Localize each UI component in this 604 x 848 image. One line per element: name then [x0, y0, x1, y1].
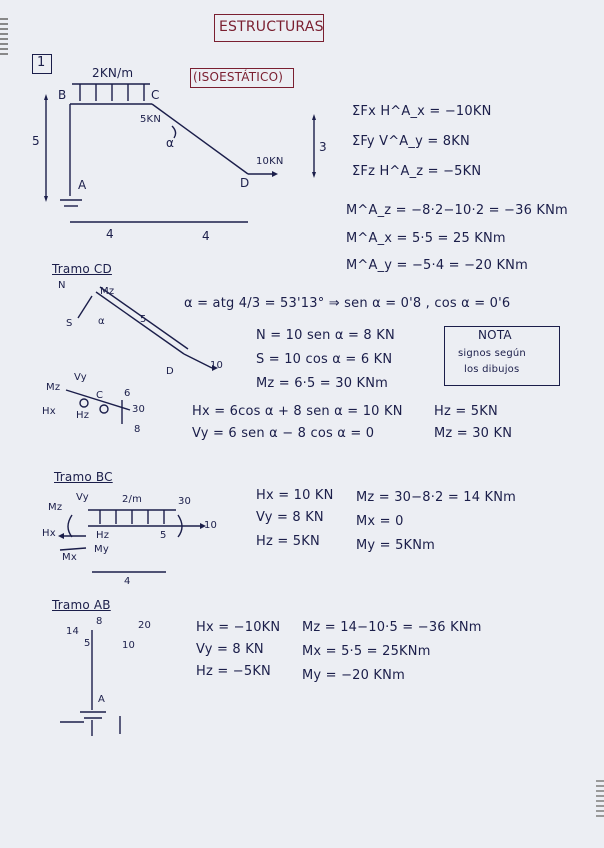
- tramo-bc-heading: Tramo BC: [54, 470, 113, 484]
- cd-alpha-label: α: [98, 316, 105, 327]
- cd-mz-label: Mz: [100, 286, 115, 297]
- depth-label: 3: [319, 140, 327, 154]
- problem-number: 1: [37, 55, 46, 70]
- ab-hx-equation: Hx = −10KN: [196, 620, 281, 635]
- cd-vy-equation: Vy = 6 sen α − 8 cos α = 0: [192, 426, 375, 441]
- bc-five-label: 5: [160, 530, 167, 541]
- force-d-label: 10KN: [256, 156, 284, 167]
- ab-twenty-label: 20: [138, 620, 152, 631]
- nota-text-1: signos según: [458, 348, 526, 359]
- cd-node-hx-label: Hx: [42, 406, 56, 417]
- page-title: ESTRUCTURAS: [219, 19, 324, 35]
- cd-s-label: S: [66, 318, 73, 329]
- cd-node-hz-label: Hz: [76, 410, 90, 421]
- ab-my-equation: My = −20 KNm: [302, 668, 405, 683]
- cd-node-thirty-label: 30: [132, 404, 146, 415]
- bc-my-label: My: [94, 544, 109, 555]
- angle-label: α: [166, 136, 175, 150]
- bc-hz-label: Hz: [96, 530, 110, 541]
- sum-fx-equation: ΣFx H^A_x = −10KN: [352, 104, 492, 119]
- cd-s-equation: S = 10 cos α = 6 KN: [256, 352, 393, 367]
- moment-y-equation: M^A_y = −5·4 = −20 KNm: [346, 258, 528, 273]
- ab-hz-equation: Hz = −5KN: [196, 664, 271, 679]
- span-1-label: 4: [106, 227, 114, 241]
- load-label: 2KN/m: [92, 66, 134, 80]
- moment-z-equation: M^A_z = −8·2−10·2 = −36 KNm: [346, 203, 568, 218]
- nota-text-2: los dibujos: [464, 364, 520, 375]
- cd-hx-equation: Hx = 6cos α + 8 sen α = 10 KN: [192, 404, 403, 419]
- bc-hx-label: Hx: [42, 528, 56, 539]
- bc-ten-label: 10: [204, 520, 218, 531]
- cd-alpha-equation: α = atg 4/3 = 53'13° ⇒ sen α = 0'8 , cos α = 0'6: [184, 296, 511, 311]
- ab-five-label: 5: [84, 638, 91, 649]
- cd-node-vy-label: Vy: [74, 372, 87, 383]
- moment-x-equation: M^A_x = 5·5 = 25 KNm: [346, 231, 506, 246]
- cd-node-c-label: C: [96, 390, 104, 401]
- node-a-label: A: [78, 178, 87, 192]
- height-label: 5: [32, 134, 40, 148]
- bc-vy-label: Vy: [76, 492, 89, 503]
- cd-n-label: N: [58, 280, 66, 291]
- span-2-label: 4: [202, 229, 210, 243]
- cd-n-equation: N = 10 sen α = 8 KN: [256, 328, 395, 343]
- bc-vy-equation: Vy = 8 KN: [256, 510, 324, 525]
- cd-mz-result: Mz = 30 KN: [434, 426, 513, 441]
- cd-node-six-label: 6: [124, 388, 131, 399]
- cd-length-label: 5: [140, 314, 147, 325]
- bc-mz-label: Mz: [48, 502, 63, 513]
- ab-ten-label: 10: [122, 640, 136, 651]
- sum-fy-equation: ΣFy V^A_y = 8KN: [352, 134, 470, 149]
- node-b-label: B: [58, 88, 67, 102]
- bc-hx-equation: Hx = 10 KN: [256, 488, 334, 503]
- node-c-label: C: [151, 88, 160, 102]
- bc-my-equation: My = 5KNm: [356, 538, 436, 553]
- bc-four-label: 4: [124, 576, 131, 587]
- tramo-cd-heading: Tramo CD: [52, 262, 112, 276]
- cd-hz-result: Hz = 5KN: [434, 404, 498, 419]
- ab-mz-equation: Mz = 14−10·5 = −36 KNm: [302, 620, 482, 635]
- cd-node-mz-label: Mz: [46, 382, 61, 393]
- type-label: (ISOESTÁTICO): [193, 70, 284, 84]
- cd-force-label: 10: [210, 360, 224, 371]
- bc-mx-equation: Mx = 0: [356, 514, 404, 529]
- ab-eight-label: 8: [96, 616, 103, 627]
- bc-mz-equation: Mz = 30−8·2 = 14 KNm: [356, 490, 517, 505]
- cd-node-eight-label: 8: [134, 424, 141, 435]
- bc-hz-equation: Hz = 5KN: [256, 534, 320, 549]
- ab-vy-equation: Vy = 8 KN: [196, 642, 264, 657]
- bc-mx-label: Mx: [62, 552, 77, 563]
- cd-d-label: D: [166, 366, 174, 377]
- ab-a-label: A: [98, 694, 106, 705]
- cd-mz-equation: Mz = 6·5 = 30 KNm: [256, 376, 389, 391]
- bc-load-label: 2/m: [122, 494, 143, 505]
- force-c-label: 5KN: [140, 114, 162, 125]
- tramo-ab-heading: Tramo AB: [52, 598, 111, 612]
- sum-fz-equation: ΣFz H^A_z = −5KN: [352, 164, 482, 179]
- ab-fourteen-label: 14: [66, 626, 80, 637]
- ab-mx-equation: Mx = 5·5 = 25KNm: [302, 644, 431, 659]
- bc-thirty-label: 30: [178, 496, 192, 507]
- nota-title: NOTA: [478, 328, 512, 342]
- node-d-label: D: [240, 176, 250, 190]
